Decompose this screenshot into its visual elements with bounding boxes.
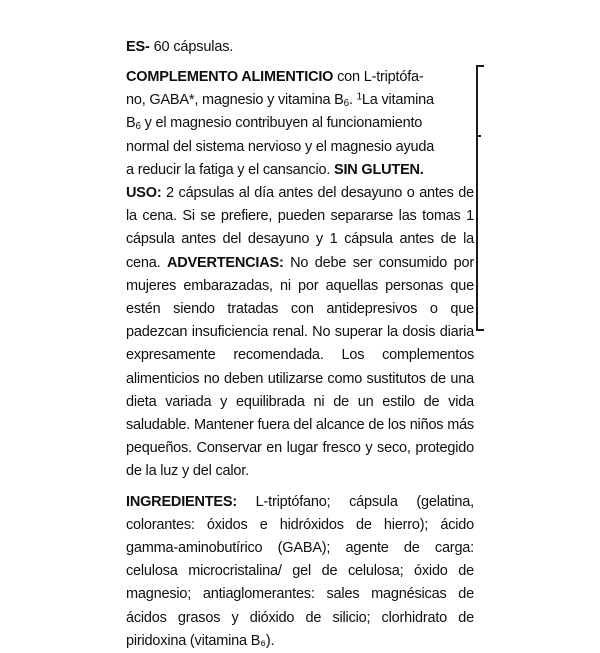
usage-paragraph bbox=[126, 182, 474, 484]
usage-text: 2 cápsulas al día antes del desayuno o antes de la cena. Si se prefiere, pueden separarse las tomas 1 cápsula antes del desayuno y 1 cápsula antes de la cena. bbox=[126, 185, 474, 271]
description-line-4: a reducir la fatiga y el cansancio. SIN GLUTEN. bbox=[126, 161, 424, 178]
usage-heading: USO: bbox=[126, 185, 162, 202]
footnote-marker-1: 1 bbox=[356, 91, 362, 103]
bracket-tick-top bbox=[476, 65, 484, 67]
description-line-2: $B_6$ y el magnesio contribuyen al funcionamiento bbox=[126, 115, 423, 133]
language-code: ES- bbox=[126, 39, 150, 55]
bracket-spine bbox=[476, 65, 478, 331]
subscript-6: 6 bbox=[343, 98, 349, 110]
ingredients-text: L-triptófano; cápsula (gelatina, colorantes: óxidos e hidróxidos de hierro); ácido gamma-aminobutírico (GABA); agente de carga: celulosa microcristalina/ gel de celulosa; óxido de magnesio; antiaglomerantes: sales magnésicas de ácidos grasos y dióxido de silicio; clorhidrato de piridoxina (vitamina B₆). bbox=[126, 493, 474, 649]
product-description-paragraph bbox=[126, 66, 474, 89]
product-type-label: COMPLEMENTO ALIMENTICIO bbox=[126, 69, 334, 85]
side-bracket-marker bbox=[476, 65, 485, 331]
quantity-line bbox=[126, 36, 474, 59]
quantity-value: 60 cápsulas. bbox=[153, 39, 234, 55]
gluten-free-claim: SIN GLUTEN. bbox=[334, 161, 424, 178]
ingredients-heading: INGREDIENTES: bbox=[126, 493, 237, 510]
label-text-column bbox=[126, 36, 474, 653]
warnings-text: No debe ser consumido por mujeres embarazadas, ni por aquellas personas que estén siendo tratadas con antidepresivos o que padezcan insuficiencia renal. No superar la dosis diaria expresamente recomendada. Los complementos alimenticios no deben utilizarse como sustitutos de una dieta variada y equilibrada ni de un estilo de vida saludable. Mantener fuera del alcance de los niños más pequeños. Conservar en lugar fresco y seco, protegido de la luz y del calor. bbox=[126, 254, 474, 480]
bracket-tick-bottom bbox=[476, 329, 484, 331]
bracket-tick-middle bbox=[476, 135, 481, 137]
warnings-heading: ADVERTENCIAS: bbox=[167, 254, 284, 271]
product-type-rest: con L-triptófa- bbox=[333, 69, 424, 85]
ingredients-paragraph bbox=[126, 491, 474, 653]
description-line-3: normal del sistema nervioso y el magnesio ayuda bbox=[126, 138, 435, 155]
subscript-6: 6 bbox=[135, 121, 141, 133]
description-line-1: no, GABA*, magnesio y vitamina $B_6$. $^1$La vitamina bbox=[126, 91, 434, 110]
